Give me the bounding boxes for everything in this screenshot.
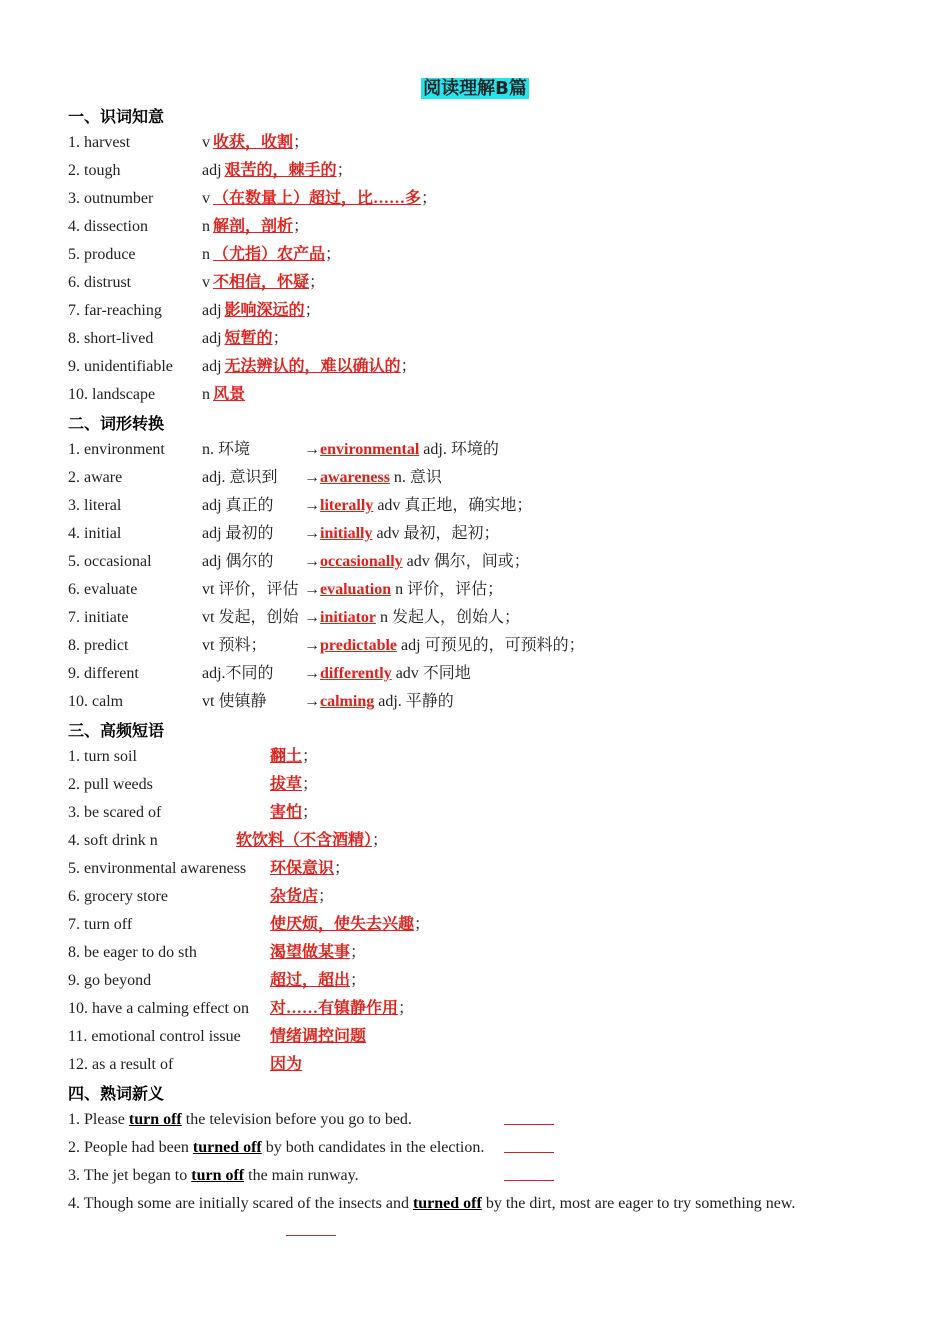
punctuation: ；	[318, 888, 335, 905]
base-meaning: adj 偶尔的	[202, 553, 274, 570]
arrow-icon: →	[304, 581, 320, 598]
arrow-icon: →	[304, 525, 320, 542]
arrow-icon: →	[304, 637, 320, 654]
punctuation: ；	[414, 916, 431, 933]
sentence-start: 3. The jet began to	[68, 1167, 192, 1184]
phrase-meaning	[270, 969, 366, 993]
answer: 风景	[213, 386, 246, 403]
answer: 情绪调控问题	[270, 1028, 367, 1045]
answer: （尤指）农产品	[213, 246, 326, 263]
phrase-row	[68, 997, 888, 1021]
answer-blank	[504, 1110, 554, 1125]
base-meaning: adj 真正的	[202, 497, 274, 514]
vocab-word: 2. tough	[68, 162, 121, 179]
part-of-speech: n	[202, 386, 210, 403]
punctuation: ；	[325, 246, 342, 263]
answer: evaluation	[320, 581, 392, 598]
vocab-row	[68, 131, 888, 155]
base-word: 6. evaluate	[68, 581, 138, 598]
base-word: 7. initiate	[68, 609, 129, 626]
phrase-row	[68, 913, 888, 937]
answer: 艰苦的，棘手的	[224, 162, 337, 179]
vocab-row	[68, 243, 888, 267]
vocab-row	[68, 383, 888, 407]
answer: 环保意识	[270, 860, 335, 877]
punctuation: ；	[302, 804, 319, 821]
arrow-icon: →	[304, 693, 320, 710]
part-of-speech: v	[202, 134, 210, 151]
derived-meaning: n. 意识	[393, 469, 442, 486]
base-word: 5. occasional	[68, 553, 152, 570]
vocab-definition	[202, 159, 353, 183]
base-meaning: adj.不同的	[202, 665, 274, 682]
phrase-row	[68, 885, 888, 909]
arrow-icon: →	[304, 665, 320, 682]
phrase: 11. emotional control issue	[68, 1028, 241, 1045]
phrase: 6. grocery store	[68, 888, 168, 905]
vocab-word: 8. short-lived	[68, 330, 154, 347]
arrow-icon: →	[304, 441, 320, 458]
vocab-definition	[202, 271, 325, 295]
answer: 翻土	[270, 748, 303, 765]
answer: 不相信，怀疑	[213, 274, 310, 291]
punctuation: ；	[293, 218, 310, 235]
key-phrase: turn off	[128, 1111, 182, 1128]
answer-blank	[286, 1221, 336, 1236]
derived-form	[320, 578, 503, 602]
phrase: 7. turn off	[68, 916, 133, 933]
key-phrase: turned off	[192, 1139, 262, 1156]
phrase: 1. turn soil	[68, 748, 137, 765]
derived-meaning: adj. 环境的	[423, 441, 499, 458]
sentence-start: 1. Please	[68, 1111, 129, 1128]
part-of-speech: n	[202, 246, 210, 263]
vocab-definition	[202, 355, 417, 379]
sentence-row	[68, 1164, 888, 1188]
part-of-speech: adj	[202, 302, 222, 319]
punctuation: ；	[398, 1000, 415, 1017]
vocab-word: 1. harvest	[68, 134, 131, 151]
vocab-definition	[202, 327, 289, 351]
derived-form	[320, 522, 500, 546]
sentence-row	[68, 1108, 888, 1132]
derived-meaning: adv 最初，起初；	[376, 525, 500, 542]
word-form-row	[68, 466, 888, 490]
sentence-row	[68, 1192, 888, 1216]
derived-form	[320, 494, 532, 518]
punctuation: ；	[350, 972, 367, 989]
arrow-icon: →	[304, 553, 320, 570]
punctuation: ；	[336, 162, 353, 179]
answer-blank	[504, 1166, 554, 1181]
phrase-meaning	[270, 1053, 302, 1077]
answer: calming	[320, 693, 375, 710]
arrow-icon: →	[304, 469, 320, 486]
derived-form	[320, 662, 471, 686]
sentence-end: the main runway.	[244, 1167, 359, 1184]
key-phrase: turn off	[191, 1167, 245, 1184]
arrow-icon: →	[304, 497, 320, 514]
part-of-speech: n	[202, 218, 210, 235]
sentence-end: the television before you go to bed.	[181, 1111, 412, 1128]
phrase: 12. as a result of	[68, 1056, 174, 1073]
punctuation: ；	[309, 274, 326, 291]
phrase-meaning	[236, 829, 388, 853]
vocab-definition	[202, 383, 245, 407]
answer: （在数量上）超过，比……多	[213, 190, 422, 207]
punctuation: ；	[293, 134, 310, 151]
base-word: 4. initial	[68, 525, 122, 542]
answer: 影响深远的	[224, 302, 305, 319]
answer: 使厌烦，使失去兴趣	[270, 916, 415, 933]
section-heading-new-meanings: 四、熟词新义	[68, 1084, 165, 1103]
derived-meaning: adv 偶尔，间或；	[406, 553, 530, 570]
vocab-definition	[202, 187, 437, 211]
answer: 拔草	[270, 776, 303, 793]
phrase-row	[68, 969, 888, 993]
part-of-speech: v	[202, 274, 210, 291]
part-of-speech: adj	[202, 330, 222, 347]
vocab-word: 4. dissection	[68, 218, 148, 235]
vocab-word: 5. produce	[68, 246, 136, 263]
part-of-speech: adj	[202, 358, 222, 375]
vocab-definition	[202, 299, 321, 323]
base-word: 1. environment	[68, 441, 165, 458]
vocab-row	[68, 187, 888, 211]
derived-meaning: n 发起人，创始人；	[380, 609, 521, 626]
derived-form	[320, 466, 442, 490]
derived-form	[320, 690, 454, 714]
base-word: 2. aware	[68, 469, 123, 486]
word-form-row	[68, 494, 888, 518]
phrase: 3. be scared of	[68, 804, 162, 821]
answer: environmental	[320, 441, 420, 458]
phrase: 2. pull weeds	[68, 776, 153, 793]
phrase-row	[68, 745, 888, 769]
phrase-row	[68, 773, 888, 797]
punctuation: ；	[272, 330, 289, 347]
vocab-definition	[202, 131, 309, 155]
phrase-meaning	[270, 941, 366, 965]
part-of-speech: v	[202, 190, 210, 207]
punctuation: ；	[302, 748, 319, 765]
base-word: 3. literal	[68, 497, 122, 514]
vocab-row	[68, 355, 888, 379]
answer: predictable	[320, 637, 398, 654]
answer: 无法辨认的，难以确认的	[224, 358, 401, 375]
phrase-row	[68, 1053, 888, 1077]
phrase-meaning	[270, 857, 350, 881]
answer: initially	[320, 525, 373, 542]
phrase-meaning	[270, 1025, 366, 1049]
punctuation: ；	[372, 832, 389, 849]
answer: 解剖，剖析	[213, 218, 294, 235]
section-heading-word-forms: 二、词形转换	[68, 414, 165, 433]
base-meaning: n. 环境	[202, 441, 251, 458]
base-meaning: vt 发起，创始	[202, 609, 299, 626]
phrase-row	[68, 1025, 888, 1049]
phrase-row	[68, 857, 888, 881]
derived-meaning: adv 真正地，确实地；	[377, 497, 533, 514]
vocab-word: 3. outnumber	[68, 190, 154, 207]
answer: awareness	[320, 469, 390, 486]
vocab-definition	[202, 215, 309, 239]
sentence-start: 2. People had been	[68, 1139, 193, 1156]
vocab-row	[68, 271, 888, 295]
word-form-row	[68, 550, 888, 574]
answer: 杂货店	[270, 888, 319, 905]
answer: 收获，收割	[213, 134, 294, 151]
answer: 对……有镇静作用	[270, 1000, 399, 1017]
word-form-row	[68, 522, 888, 546]
derived-form	[320, 606, 520, 630]
base-word: 10. calm	[68, 693, 124, 710]
sentence-end: by the dirt, most are eager to try something new.	[481, 1195, 796, 1212]
punctuation: ；	[304, 302, 321, 319]
punctuation: ；	[334, 860, 351, 877]
vocab-word: 7. far-reaching	[68, 302, 162, 319]
punctuation: ；	[350, 944, 367, 961]
answer: 超过，超出	[270, 972, 351, 989]
answer: initiator	[320, 609, 376, 626]
base-meaning: adj 最初的	[202, 525, 274, 542]
punctuation: ；	[302, 776, 319, 793]
base-word: 9. different	[68, 665, 139, 682]
vocab-word: 6. distrust	[68, 274, 132, 291]
answer: 短暂的	[224, 330, 273, 347]
answer: literally	[320, 497, 374, 514]
word-form-row	[68, 634, 888, 658]
sentence-end: by both candidates in the election.	[261, 1139, 485, 1156]
punctuation: ；	[421, 190, 438, 207]
phrase-meaning	[270, 773, 318, 797]
sentence-start: 4. Though some are initially scared of the insects and	[68, 1195, 413, 1212]
phrase: 8. be eager to do sth	[68, 944, 197, 961]
sentence-row	[68, 1136, 888, 1160]
base-meaning: vt 使镇静	[202, 693, 267, 710]
answer-blank	[504, 1138, 554, 1153]
section-heading-phrases: 三、高频短语	[68, 721, 165, 740]
derived-form	[320, 634, 585, 658]
vocab-definition	[202, 243, 341, 267]
key-phrase: turned off	[412, 1195, 482, 1212]
derived-meaning: adv 不同地	[395, 665, 471, 682]
phrase: 5. environmental awareness	[68, 860, 247, 877]
phrase-meaning	[270, 801, 318, 825]
phrase-meaning	[270, 913, 430, 937]
phrase-meaning	[270, 997, 414, 1021]
derived-form	[320, 550, 530, 574]
base-meaning: vt 预料；	[202, 637, 267, 654]
part-of-speech: adj	[202, 162, 222, 179]
section-heading-vocabulary: 一、识词知意	[68, 107, 165, 126]
page-title: 阅读理解B篇	[423, 78, 527, 99]
answer: 因为	[270, 1056, 303, 1073]
punctuation: ；	[400, 358, 417, 375]
phrase-meaning	[270, 745, 318, 769]
phrase-row	[68, 941, 888, 965]
derived-form	[320, 438, 499, 462]
phrase: 4. soft drink n	[68, 832, 158, 849]
base-word: 8. predict	[68, 637, 129, 654]
derived-meaning: adj. 平静的	[378, 693, 454, 710]
derived-meaning: adj 可预见的，可预料的；	[401, 637, 585, 654]
arrow-icon: →	[304, 609, 320, 626]
word-form-row	[68, 606, 888, 630]
phrase-row	[68, 829, 888, 853]
base-meaning: vt 评价，评估	[202, 581, 299, 598]
vocab-row	[68, 327, 888, 351]
answer: occasionally	[320, 553, 403, 570]
phrase: 9. go beyond	[68, 972, 152, 989]
word-form-row	[68, 438, 888, 462]
answer: differently	[320, 665, 392, 682]
answer: 害怕	[270, 804, 303, 821]
phrase: 10. have a calming effect on	[68, 1000, 249, 1017]
vocab-row	[68, 215, 888, 239]
vocab-row	[68, 159, 888, 183]
derived-meaning: n 评价，评估；	[395, 581, 504, 598]
word-form-row	[68, 578, 888, 602]
word-form-row	[68, 690, 888, 714]
answer: 渴望做某事	[270, 944, 351, 961]
phrase-meaning	[270, 885, 334, 909]
vocab-row	[68, 299, 888, 323]
word-form-row	[68, 662, 888, 686]
base-meaning: adj. 意识到	[202, 469, 278, 486]
phrase-row	[68, 801, 888, 825]
vocab-word: 9. unidentifiable	[68, 358, 173, 375]
answer: 软饮料（不含酒精）	[236, 832, 373, 849]
vocab-word: 10. landscape	[68, 386, 156, 403]
